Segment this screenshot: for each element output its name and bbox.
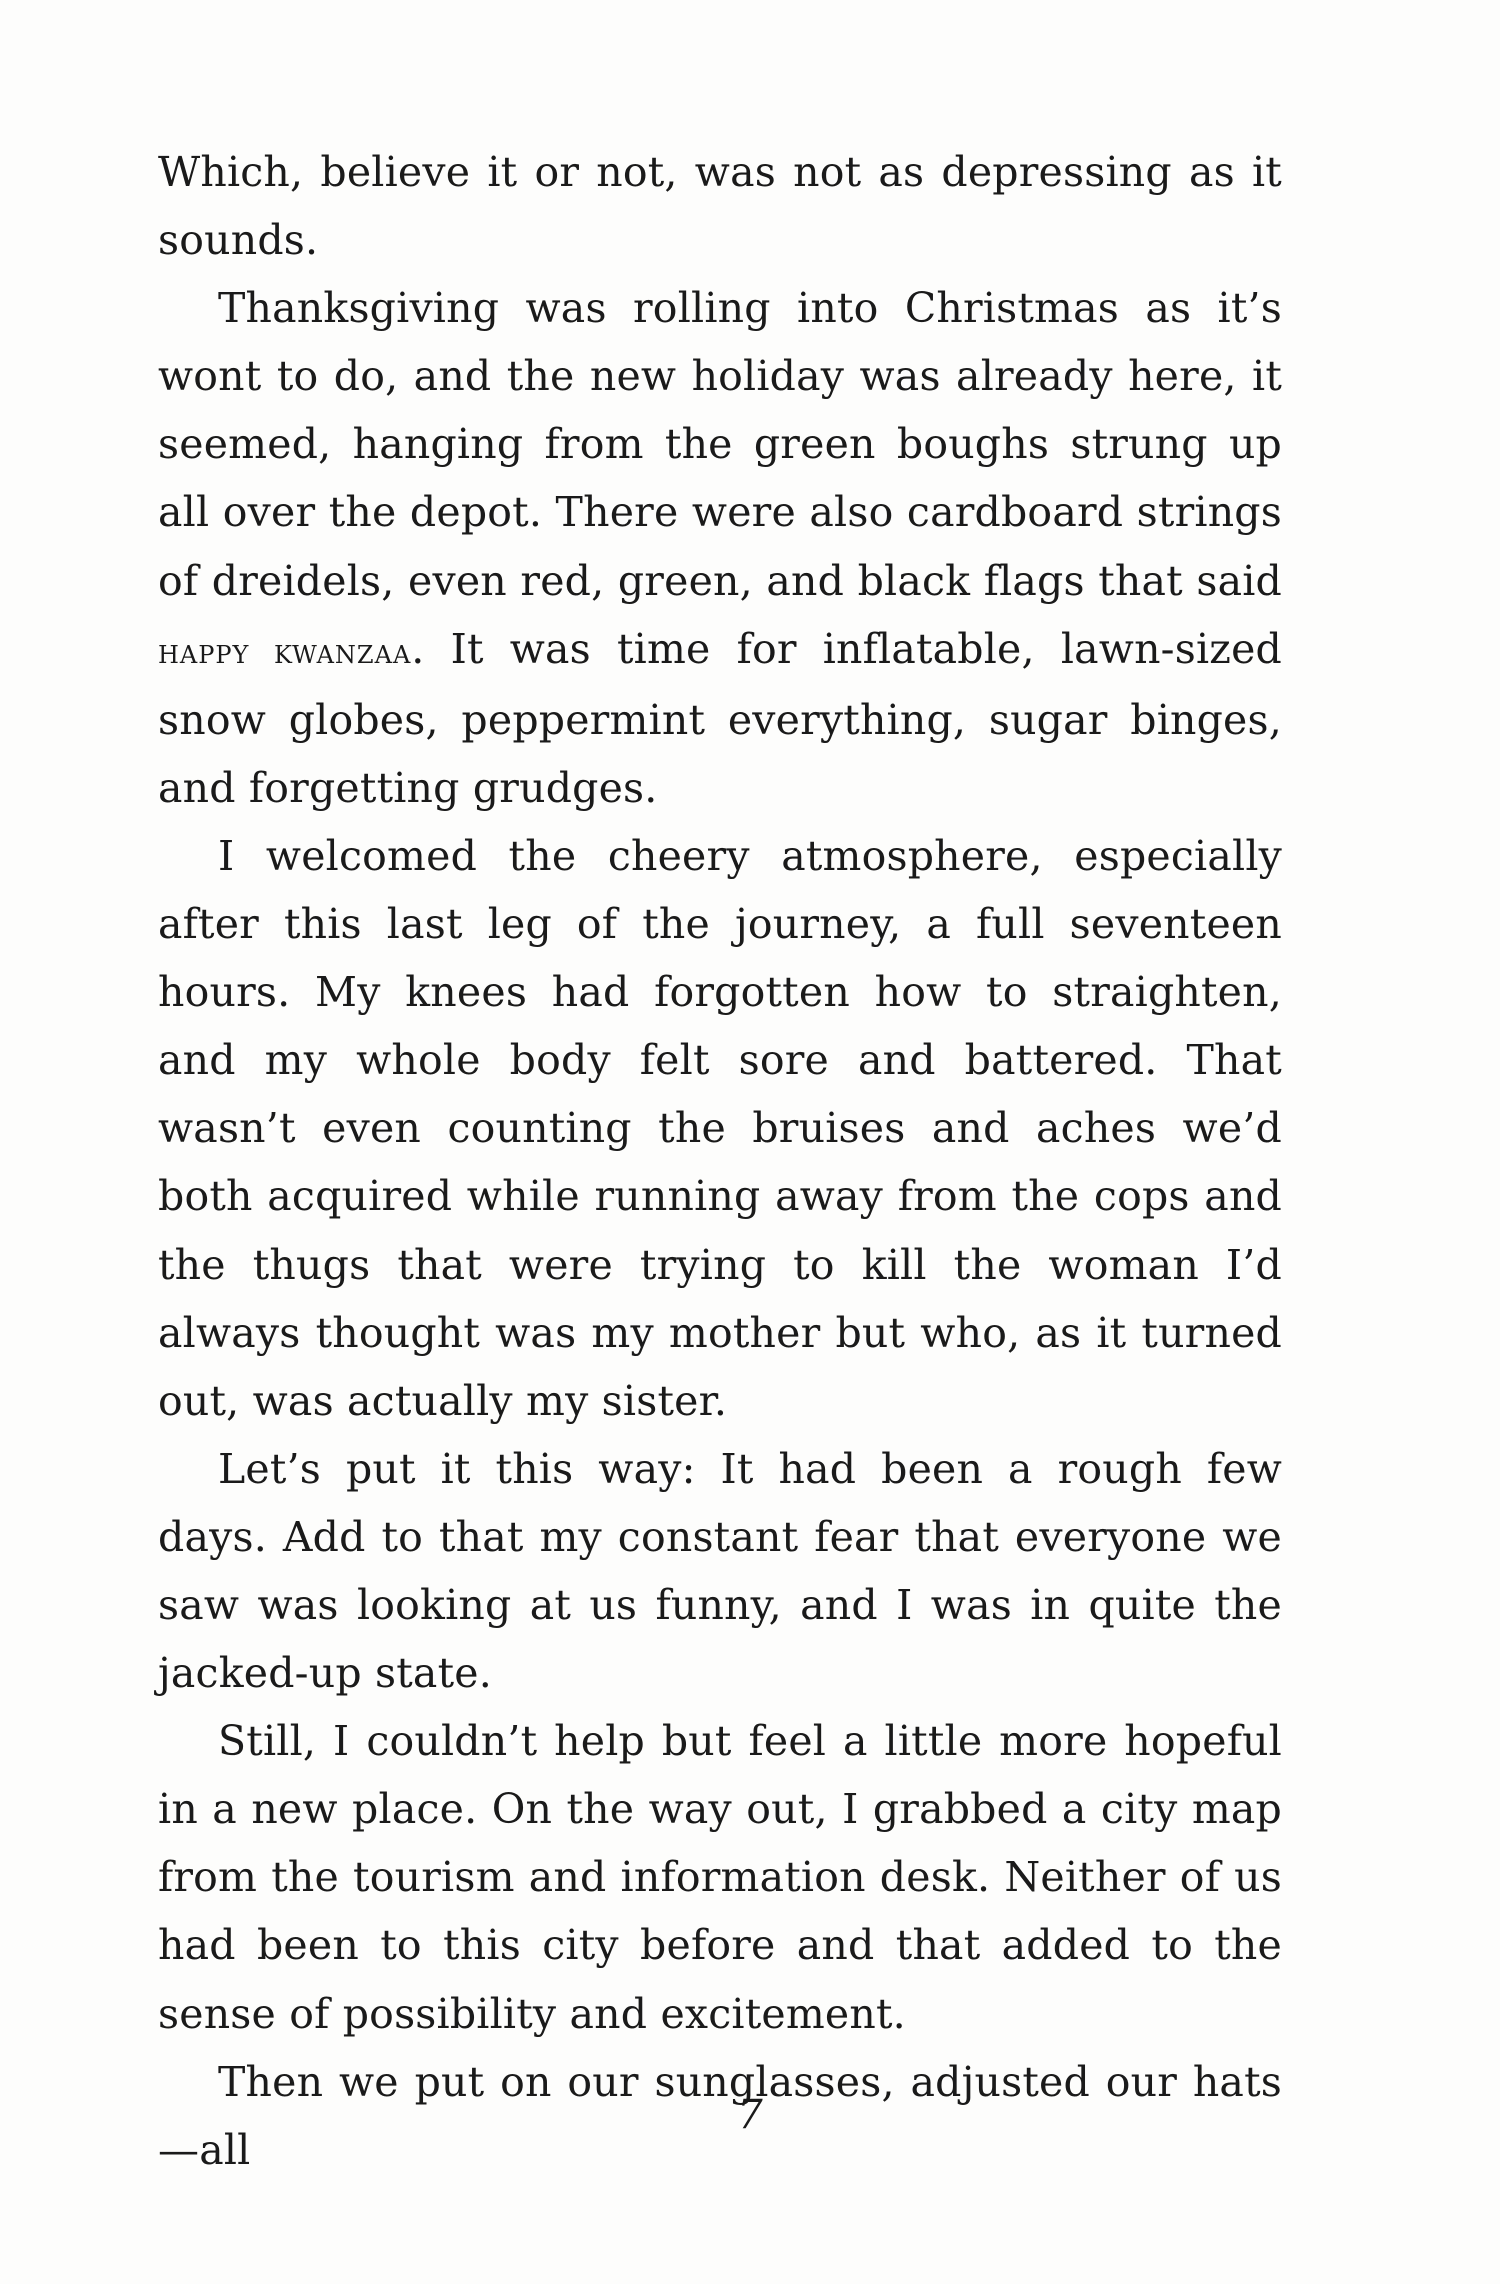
page-number: 7 <box>737 2092 763 2138</box>
paragraph: Let’s put it this way: It had been a rough few days. Add to that my constant fear that everyone we saw was looking at us funny, and I was in quite the jacked-up state. <box>158 1444 1282 1698</box>
paragraph <box>158 274 1282 822</box>
paragraph-text: . It was time for inflatable, lawn-sized snow globes, peppermint everything, sugar binges, and forgetting grudges. <box>158 624 1282 812</box>
body-text <box>158 138 1282 2184</box>
paragraph: Which, believe it or not, was not as depressing as it sounds. <box>158 148 1282 265</box>
paragraph: Then we put on our sunglasses, adjusted our hats—all <box>158 2057 1282 2174</box>
paragraph: Still, I couldn’t help but feel a little more hopeful in a new place. On the way out, I grabbed a city map from the tourism and information desk. Neither of us had been to this city before and that added to the sense of possibility and excitement. <box>158 1717 1282 2038</box>
paragraph-text: Thanksgiving was rolling into Christmas as it’s wont to do, and the new holiday was already here, it seemed, hanging from the green boughs strung up all over the depot. There were also cardboard strings of dreidels, even red, green, and black flags that said <box>158 284 1282 605</box>
paragraph: I welcomed the cheery atmosphere, especially after this last leg of the journey, a full seventeen hours. My knees had forgotten how to straighten, and my whole body felt sore and battered. That wasn’t even counting the bruises and aches we’d both acquired while running away from the cops and the thugs that were trying to kill the woman I’d always thought was my mother but who, as it turned out, was actually my sister. <box>158 831 1282 1425</box>
small-caps-text: happy kwanzaa <box>158 631 412 672</box>
